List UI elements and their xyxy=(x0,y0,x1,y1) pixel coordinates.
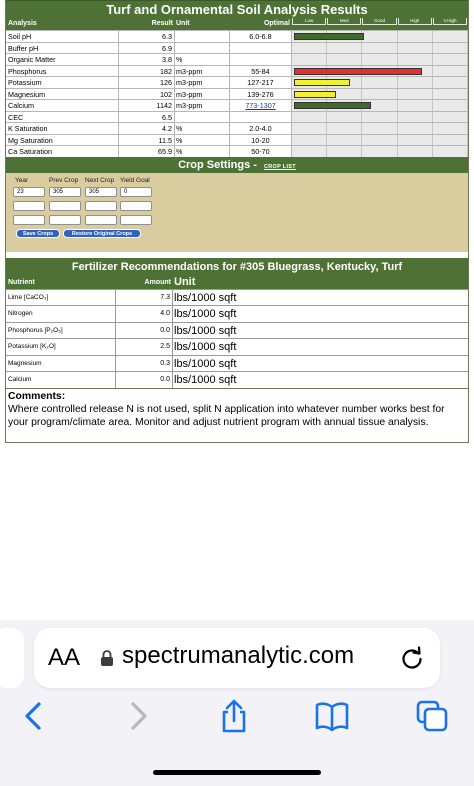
nutrient-name: Calcium xyxy=(6,372,116,388)
nutrient-unit: lbs/1000 sqft xyxy=(174,374,237,386)
nutrient-amount: 4.0 xyxy=(116,306,173,322)
url-text[interactable]: spectrumanalytic.com xyxy=(122,642,355,669)
bookmarks-icon[interactable] xyxy=(314,698,350,734)
nutrient-unit: lbs/1000 sqft xyxy=(174,308,237,320)
soil-row xyxy=(6,53,468,65)
analysis-result: 6.3 xyxy=(119,31,175,42)
text-size-button[interactable]: AA xyxy=(48,644,81,671)
col-nutrient: Nutrient xyxy=(8,278,35,286)
nutrient-unit: lbs/1000 sqft xyxy=(174,341,237,353)
fertilizer-row xyxy=(6,289,468,306)
soil-row xyxy=(6,145,468,157)
soil-row xyxy=(6,30,468,42)
analysis-name: CEC xyxy=(6,112,119,123)
nutrient-amount: 0.0 xyxy=(116,372,173,388)
share-icon[interactable] xyxy=(216,698,252,734)
level-bar-cell xyxy=(292,146,468,157)
level-label: Med xyxy=(327,18,361,25)
analysis-result: 1142 xyxy=(119,100,175,111)
analysis-unit: m3-ppm xyxy=(175,77,230,88)
col-analysis: Analysis xyxy=(8,20,37,27)
reload-icon[interactable] xyxy=(398,644,426,672)
nutrient-name: Phosphorus [P₂O₅] xyxy=(6,323,116,339)
analysis-unit: m3-ppm xyxy=(175,100,230,111)
level-bar xyxy=(294,79,350,86)
next-crop-input[interactable]: 305 xyxy=(85,187,117,197)
nutrient-name: Lime [CaCO₃] xyxy=(6,290,116,306)
soil-row xyxy=(6,42,468,54)
analysis-result: 6.5 xyxy=(119,112,175,123)
analysis-name: Potassium xyxy=(6,77,119,88)
analysis-result: 4.2 xyxy=(119,123,175,134)
level-bar xyxy=(294,33,364,40)
fertilizer-table-body xyxy=(6,289,468,388)
soil-table-body xyxy=(6,30,468,157)
fertilizer-row xyxy=(6,371,468,388)
analysis-unit xyxy=(175,43,230,54)
analysis-result: 65.9 xyxy=(119,146,175,157)
level-label: Good xyxy=(362,18,396,25)
comments-text: Where controlled release N is not used, split N application into whatever number works best for your program/climate area. Monitor and adjust nutrient program with annual tissue analysis. xyxy=(8,403,445,428)
analysis-name: K Saturation xyxy=(6,123,119,134)
nutrient-name: Nitrogen xyxy=(6,306,116,322)
soil-row xyxy=(6,76,468,88)
level-bar-cell xyxy=(292,66,468,77)
level-bar xyxy=(294,91,336,98)
fertilizer-row xyxy=(6,355,468,372)
level-scale xyxy=(292,18,468,30)
analysis-unit xyxy=(175,31,230,42)
analysis-unit: m3-ppm xyxy=(175,89,230,100)
level-bar-cell xyxy=(292,112,468,123)
level-label: V.High xyxy=(433,18,467,25)
analysis-name: Magnesium xyxy=(6,89,119,100)
analysis-unit: % xyxy=(175,135,230,146)
prev-crop-label: Prev Crop xyxy=(49,176,79,184)
report-title: Turf and Ornamental Soil Analysis Results xyxy=(6,0,468,18)
prev-crop-input[interactable] xyxy=(49,215,81,225)
analysis-unit: % xyxy=(175,54,230,65)
crop-settings-header xyxy=(6,157,468,173)
analysis-name: Ca Saturation xyxy=(6,146,119,157)
analysis-result: 3.8 xyxy=(119,54,175,65)
col-result: Result xyxy=(151,20,173,27)
next-crop-input[interactable] xyxy=(85,201,117,211)
nutrient-unit: lbs/1000 sqft xyxy=(174,357,237,370)
analysis-unit: % xyxy=(175,123,230,134)
analysis-result: 11.5 xyxy=(119,135,175,146)
optimal-range: 127-217 xyxy=(247,78,274,87)
optimal-range: 10-20 xyxy=(251,135,270,145)
soil-table-header xyxy=(6,18,468,30)
next-crop-input[interactable] xyxy=(85,215,117,225)
level-bar-cell xyxy=(292,123,468,134)
analysis-name: Buffer pH xyxy=(6,43,119,54)
optimal-range: 55-84 xyxy=(251,66,270,76)
optimal-range: 2.0-4.0 xyxy=(249,124,272,133)
fertilizer-title: Fertilizer Recommendations for #305 Bluegrass, Kentucky, Turf xyxy=(6,258,468,276)
restore-crops-button[interactable]: Restore Original Crops xyxy=(63,229,141,238)
col-optimal: Optimal xyxy=(263,20,290,27)
soil-row xyxy=(6,65,468,77)
analysis-unit: m3-ppm xyxy=(175,66,230,77)
level-bar-cell xyxy=(292,89,468,100)
level-bar-cell xyxy=(292,31,468,42)
save-crops-button[interactable]: Save Crops xyxy=(16,229,60,238)
analysis-unit: % xyxy=(175,146,230,157)
level-bar-cell xyxy=(292,54,468,65)
back-icon[interactable] xyxy=(16,698,52,734)
next-crop-label: Next Crop xyxy=(85,176,115,184)
fertilizer-row xyxy=(6,322,468,339)
home-indicator xyxy=(153,770,321,775)
comments-box xyxy=(6,388,468,443)
analysis-result: 102 xyxy=(119,89,175,100)
forward-icon[interactable] xyxy=(120,698,156,734)
nutrient-unit: lbs/1000 sqft xyxy=(174,324,237,337)
col-fert-unit: Unit xyxy=(174,275,196,288)
nutrient-amount: 7.3 xyxy=(116,290,173,306)
crop-settings-panel xyxy=(6,173,468,252)
level-bar xyxy=(294,68,422,75)
year-input[interactable] xyxy=(13,215,45,225)
prev-crop-input[interactable]: 305 xyxy=(49,187,81,197)
analysis-result: 182 xyxy=(119,66,175,77)
optimal-range: 139-276 xyxy=(247,89,274,99)
level-label: High xyxy=(398,18,432,25)
level-label: Low xyxy=(292,18,326,25)
soil-row xyxy=(6,122,468,134)
year-label: Year xyxy=(15,176,29,184)
fertilizer-table-header xyxy=(6,276,468,289)
level-bar-cell xyxy=(292,100,468,111)
soil-row xyxy=(6,134,468,146)
col-amount: Amount xyxy=(144,278,171,286)
nutrient-amount: 2.5 xyxy=(116,339,173,355)
nutrient-unit: lbs/1000 sqft xyxy=(174,291,237,304)
analysis-result: 6.9 xyxy=(119,43,175,54)
level-bar-cell xyxy=(292,43,468,54)
analysis-name: Soil pH xyxy=(6,31,119,42)
col-unit: Unit xyxy=(176,20,190,27)
analysis-unit xyxy=(175,112,230,123)
crop-settings-title: Crop Settings - xyxy=(178,158,257,171)
yield-goal-label: Yield Goal xyxy=(120,176,150,184)
safari-toolbar xyxy=(0,620,474,786)
optimal-range: 50-70 xyxy=(251,147,270,156)
nutrient-amount: 0.0 xyxy=(116,323,173,339)
optimal-range[interactable]: 773-1307 xyxy=(245,101,276,110)
yield-goal-input[interactable] xyxy=(120,201,152,211)
soil-row xyxy=(6,88,468,100)
nutrient-name: Potassium [K₂O] xyxy=(6,339,116,355)
analysis-name: Mg Saturation xyxy=(6,135,119,146)
analysis-name: Calcium xyxy=(6,100,119,111)
comments-heading: Comments: xyxy=(8,390,66,402)
fertilizer-row xyxy=(6,305,468,322)
year-input[interactable]: 23 xyxy=(13,187,45,197)
fertilizer-row xyxy=(6,338,468,355)
previous-tab-edge[interactable] xyxy=(0,628,24,688)
level-bar xyxy=(294,102,371,109)
nutrient-name: Magnesium xyxy=(6,356,116,372)
prev-crop-input[interactable] xyxy=(49,201,81,211)
analysis-name: Organic Matter xyxy=(6,54,119,65)
address-bar[interactable] xyxy=(34,628,440,688)
analysis-name: Phosphorus xyxy=(6,66,119,77)
soil-row xyxy=(6,111,468,123)
year-input[interactable] xyxy=(13,201,45,211)
soil-row xyxy=(6,99,468,111)
tabs-icon[interactable] xyxy=(414,698,450,734)
lock-icon xyxy=(100,649,114,667)
yield-goal-input[interactable] xyxy=(120,215,152,225)
level-bar-cell xyxy=(292,77,468,88)
soil-report xyxy=(5,0,469,443)
optimal-range: 6.0-6.8 xyxy=(249,32,272,41)
level-bar-cell xyxy=(292,135,468,146)
crop-list-link[interactable]: CROP LIST xyxy=(263,163,296,170)
analysis-result: 126 xyxy=(119,77,175,88)
yield-goal-input[interactable]: 0 xyxy=(120,187,152,197)
nutrient-amount: 0.3 xyxy=(116,356,173,372)
